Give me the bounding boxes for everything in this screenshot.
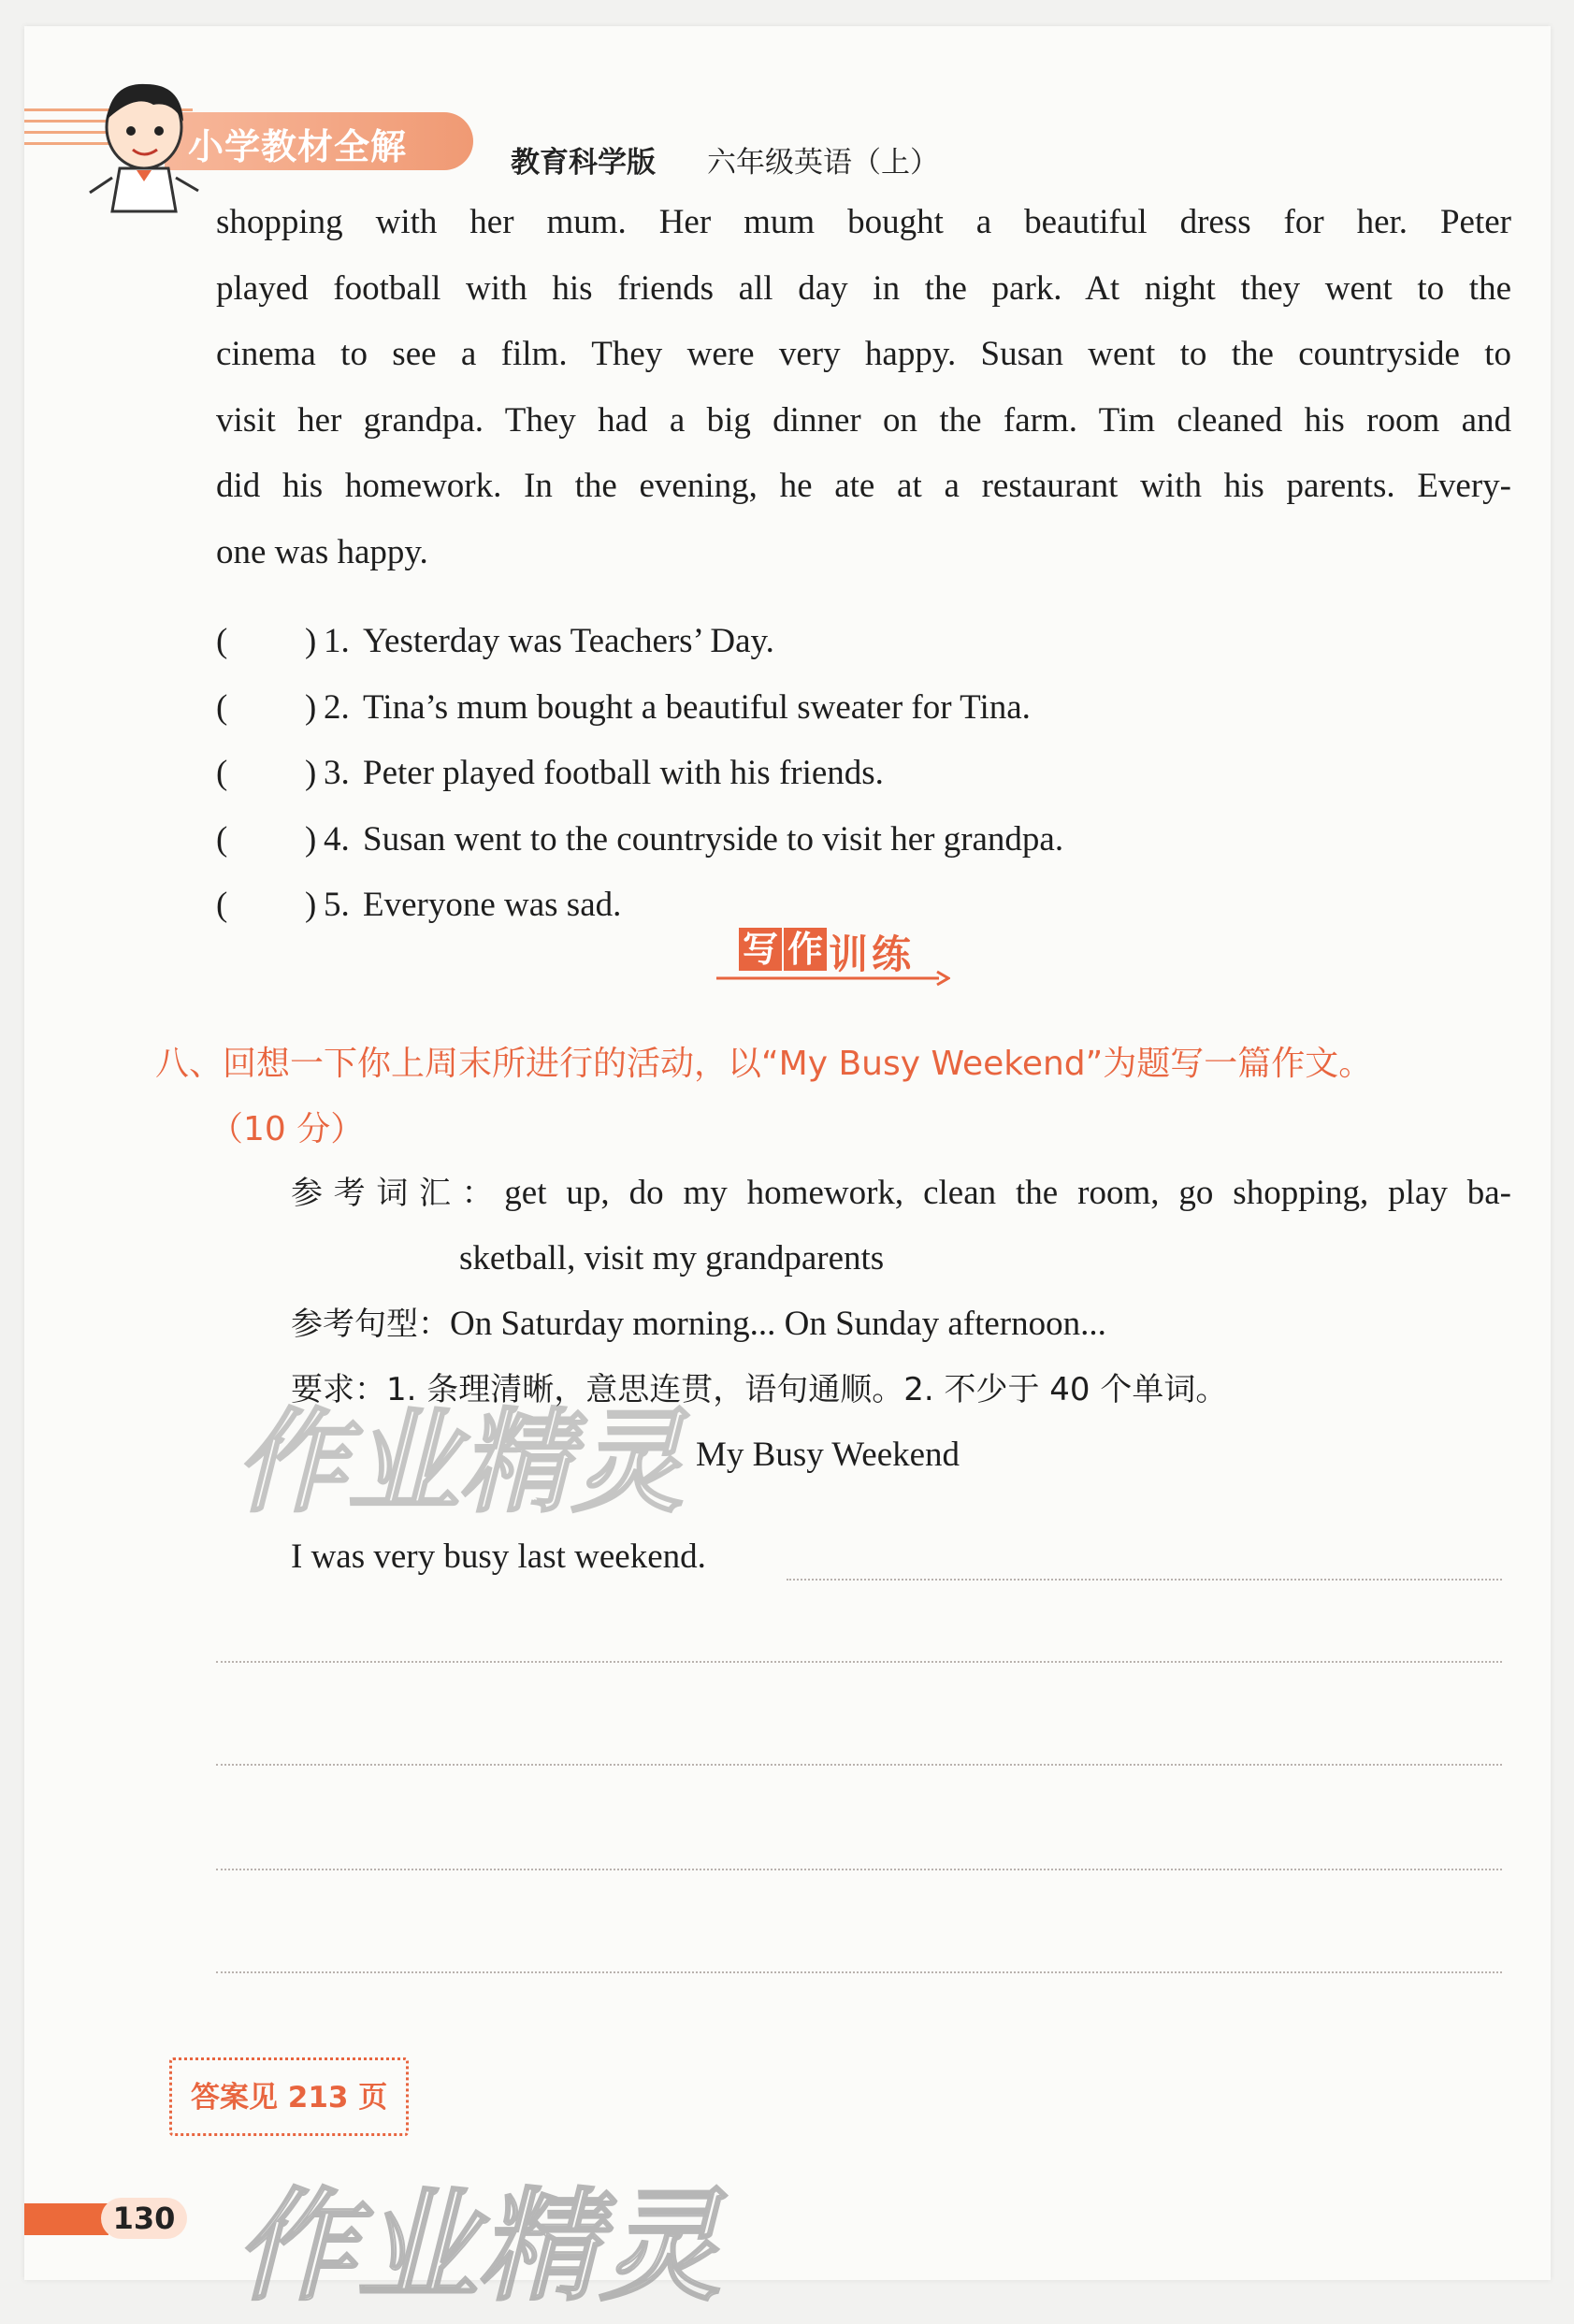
reference-sentences (291, 1292, 1106, 1357)
vocab-label: 参考词汇： (291, 1175, 505, 1212)
passage-line: shopping with her mum. Her mum bought a beautiful dress for her. Peter (216, 203, 1511, 241)
arrow-right-icon (716, 969, 950, 988)
passage-line: cinema to see a film. They were very happy. Susan went to the countryside to (216, 335, 1511, 373)
banner-char-box: 作 (784, 928, 827, 971)
question-item[interactable]: ( ) 3. Peter played football with his friends. (216, 741, 1432, 807)
question-text: Everyone was sad. (363, 886, 622, 924)
true-false-questions (216, 609, 1432, 939)
section-banner-writing (716, 922, 969, 997)
mascot-boy-icon (79, 73, 209, 213)
question-number: 4. (324, 819, 350, 859)
writing-task-score: （10 分） (209, 1110, 365, 1148)
writing-line[interactable] (216, 1661, 1502, 1663)
header-subject: 六年级英语（上） (707, 146, 939, 180)
question-item[interactable]: ( ) 1. Yesterday was Teachers’ Day. (216, 609, 1432, 675)
reference-vocabulary (291, 1161, 1511, 1226)
brand-title: 小学教材全解 (188, 126, 408, 167)
sentence-text: On Saturday morning... On Sunday afternoon... (450, 1305, 1106, 1343)
page-number: 130 (101, 2198, 187, 2239)
question-number: 1. (324, 622, 350, 660)
vocab-text: get up, do my homework, clean the room, go shopping, play ba- (504, 1174, 1511, 1212)
requirements-text: 1. 条理清晰，意思连贯，语句通顺。2. 不少于 40 个单词。 (386, 1371, 1228, 1408)
question-item[interactable]: ( ) 5. Everyone was sad. (216, 873, 1432, 939)
passage-line: one was happy. (216, 532, 428, 571)
sentence-label: 参考句型： (291, 1306, 450, 1343)
banner-text: 训练 (829, 931, 916, 977)
reading-passage (216, 190, 1511, 585)
passage-line: played football with his friends all day in the park. At night they went to the (216, 268, 1511, 308)
writing-line[interactable] (216, 1869, 1502, 1870)
reference-vocabulary-cont: sketball, visit my grandparents (459, 1239, 885, 1277)
question-number: 5. (324, 886, 350, 924)
question-item[interactable]: ( ) 4. Susan went to the countryside to visit her grandpa. (216, 807, 1432, 873)
footer-bar (24, 2203, 108, 2235)
question-text: Tina’s mum bought a beautiful sweater for Tina. (363, 687, 1031, 727)
watermark: 作业精灵 (235, 1398, 684, 1528)
answer-reference-text: 答案见 213 页 (191, 2081, 388, 2115)
question-number: 3. (324, 754, 350, 792)
header-edition: 教育科学版 (511, 146, 656, 180)
passage-line: did his homework. In the evening, he ate at a restaurant with his parents. Every- (216, 467, 1511, 505)
passage-line: visit her grandpa. They had a big dinner on the farm. Tim cleaned his room and (216, 400, 1511, 440)
page (24, 26, 1551, 2317)
page-header (24, 26, 1551, 195)
banner-char-box: 写 (739, 928, 782, 971)
question-text: Susan went to the countryside to visit her grandpa. (363, 819, 1064, 859)
question-number: 2. (324, 687, 350, 727)
writing-line[interactable] (787, 1579, 1502, 1581)
watermark: 作业精灵 (235, 2175, 722, 2317)
writing-line[interactable] (216, 1971, 1502, 1973)
essay-title: My Busy Weekend (696, 1436, 960, 1474)
requirements-label: 要求： (291, 1371, 386, 1408)
question-text: Yesterday was Teachers’ Day. (363, 622, 774, 660)
essay-first-line: I was very busy last weekend. (291, 1537, 706, 1576)
writing-task-prompt: 八、回想一下你上周末所进行的活动，以“My Busy Weekend”为题写一篇作文。 (155, 1045, 1373, 1083)
writing-line[interactable] (216, 1764, 1502, 1766)
question-text: Peter played football with his friends. (363, 754, 884, 792)
question-item[interactable]: ( ) 2. Tina’s mum bought a beautiful sweater for Tina. (216, 675, 1432, 742)
answer-reference-box (169, 2057, 409, 2136)
